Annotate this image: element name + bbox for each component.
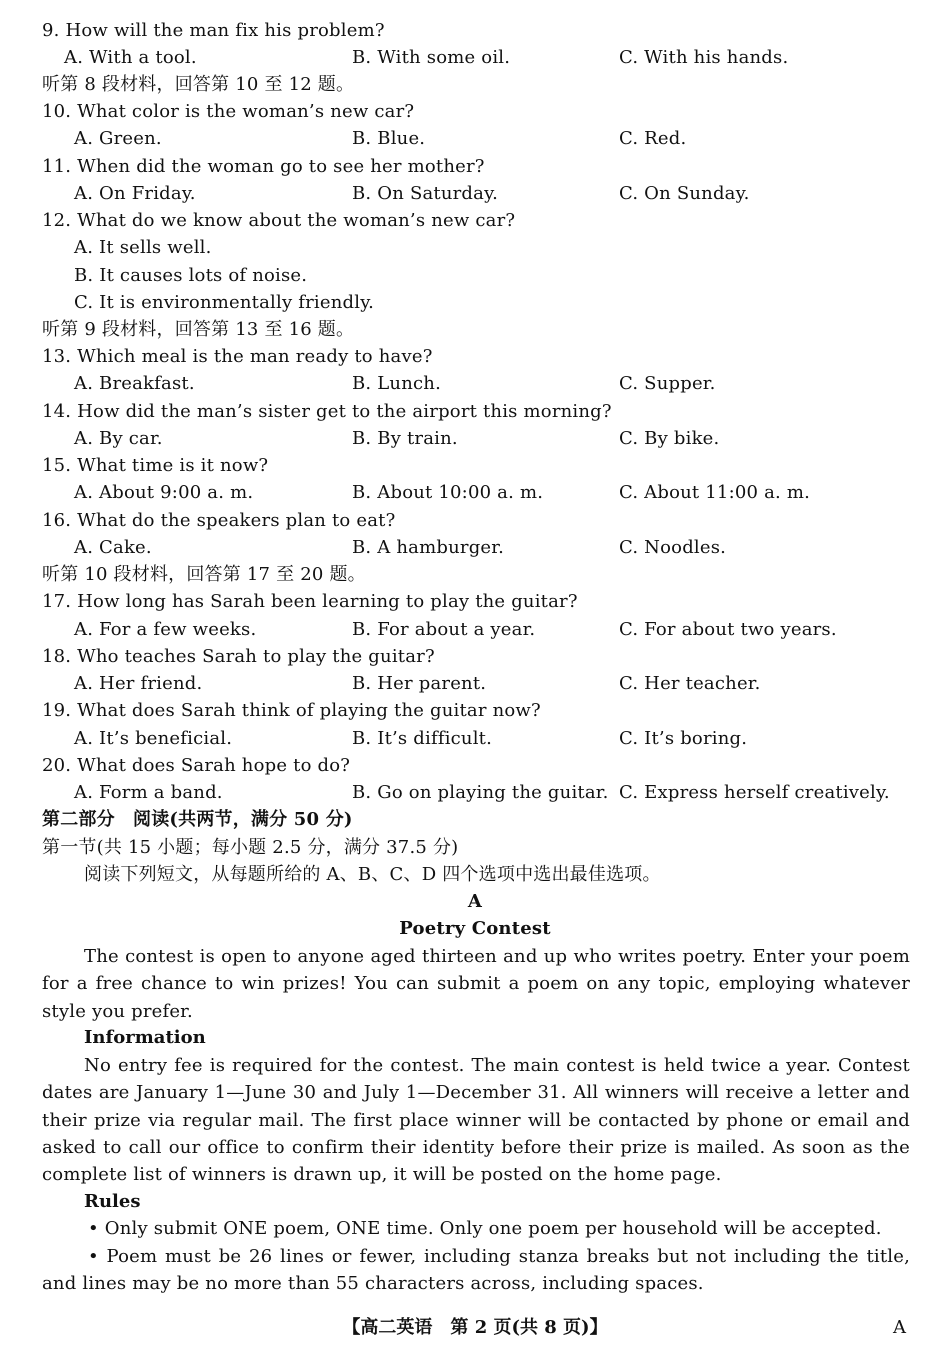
option-c: C. Express herself creatively. <box>619 782 890 803</box>
option-a: A. On Friday. <box>74 183 196 204</box>
question-stem: 14. How did the man’s sister get to the airport this morning? <box>42 401 612 422</box>
option-c: C. About 11:00 a. m. <box>619 482 811 503</box>
option-c: C. For about two years. <box>619 619 837 640</box>
question-stem: 10. What color is the woman’s new car? <box>42 101 415 122</box>
option-b: B. On Saturday. <box>352 183 498 204</box>
segment-instruction: 听第 10 段材料，回答第 17 至 20 题。 <box>42 564 366 585</box>
option-b: B. For about a year. <box>352 619 536 640</box>
option-b: B. It causes lots of noise. <box>74 265 308 286</box>
section-directions: 阅读下列短文，从每题所给的 A、B、C、D 四个选项中选出最佳选项。 <box>84 864 661 885</box>
option-b: B. Her parent. <box>352 673 487 694</box>
option-a: A. It’s beneficial. <box>74 728 233 749</box>
question-stem: 18. Who teaches Sarah to play the guitar? <box>42 646 435 667</box>
passage-title: Poetry Contest <box>399 918 551 939</box>
segment-instruction: 听第 9 段材料，回答第 13 至 16 题。 <box>42 319 355 340</box>
page-footer: 【高二英语 第 2 页(共 8 页)】 <box>342 1317 608 1338</box>
question-stem: 13. Which meal is the man ready to have? <box>42 346 433 367</box>
option-a: A. Breakfast. <box>74 373 195 394</box>
question-stem: 19. What does Sarah think of playing the guitar now? <box>42 700 541 721</box>
option-b: B. Lunch. <box>352 373 442 394</box>
option-b: B. Blue. <box>352 128 426 149</box>
option-b: B. Go on playing the guitar. <box>352 782 609 803</box>
info-paragraph: No entry fee is required for the contest. The main contest is held twice a year. Contest dates are January 1—June 30 and July 1—December 31. All winners will receive a letter and their prize via regular mail. The first place winner will be contacted by phone or email and asked to call our office to confirm their identity before their prize is mailed. As soon as the complete list of winners is drawn up, it will be posted on the home page. <box>42 1055 910 1186</box>
option-a: A. Cake. <box>74 537 152 558</box>
passage-intro: The contest is open to anyone aged thirteen and up who writes poetry. Enter your poem for a free chance to win prizes! You can submit a poem on any topic, employing whatever style you prefer. <box>42 946 910 1022</box>
option-b: B. With some oil. <box>352 47 511 68</box>
rule-item: • Only submit ONE poem, ONE time. Only one poem per household will be accepted. <box>88 1218 882 1239</box>
question-stem: 11. When did the woman go to see her mother? <box>42 156 485 177</box>
question-stem: 12. What do we know about the woman’s new car? <box>42 210 516 231</box>
option-b: B. By train. <box>352 428 458 449</box>
question-stem: 15. What time is it now? <box>42 455 269 476</box>
section-heading: 第一节(共 15 小题；每小题 2.5 分，满分 37.5 分) <box>42 837 459 858</box>
rules-heading: Rules <box>84 1191 141 1212</box>
info-heading: Information <box>84 1027 206 1048</box>
segment-instruction: 听第 8 段材料，回答第 10 至 12 题。 <box>42 74 355 95</box>
option-a: A. Green. <box>74 128 162 149</box>
option-a: A. Her friend. <box>74 673 203 694</box>
option-c: C. With his hands. <box>619 47 789 68</box>
rule-item: • Poem must be 26 lines or fewer, including stanza breaks but not including the title, and lines may be no more than 55 characters across, including spaces. <box>42 1246 910 1295</box>
question-stem: 9. How will the man fix his problem? <box>42 20 385 41</box>
option-c: C. It is environmentally friendly. <box>74 292 375 313</box>
option-c: C. On Sunday. <box>619 183 750 204</box>
option-b: B. About 10:00 a. m. <box>352 482 544 503</box>
option-a: A. By car. <box>74 428 163 449</box>
option-a: A. For a few weeks. <box>74 619 257 640</box>
question-stem: 17. How long has Sarah been learning to play the guitar? <box>42 591 578 612</box>
option-c: C. Noodles. <box>619 537 727 558</box>
option-b: B. It’s difficult. <box>352 728 493 749</box>
passage-letter: A <box>467 891 483 912</box>
option-a: A. With a tool. <box>64 47 197 68</box>
option-b: B. A hamburger. <box>352 537 505 558</box>
paper-version: A <box>893 1317 906 1338</box>
option-a: A. It sells well. <box>74 237 212 258</box>
part-heading: 第二部分 阅读(共两节，满分 50 分) <box>42 809 353 830</box>
option-c: C. Her teacher. <box>619 673 761 694</box>
option-c: C. By bike. <box>619 428 720 449</box>
option-a: A. Form a band. <box>74 782 223 803</box>
option-a: A. About 9:00 a. m. <box>74 482 254 503</box>
question-stem: 16. What do the speakers plan to eat? <box>42 510 396 531</box>
option-c: C. It’s boring. <box>619 728 748 749</box>
question-stem: 20. What does Sarah hope to do? <box>42 755 351 776</box>
option-c: C. Red. <box>619 128 687 149</box>
option-c: C. Supper. <box>619 373 716 394</box>
